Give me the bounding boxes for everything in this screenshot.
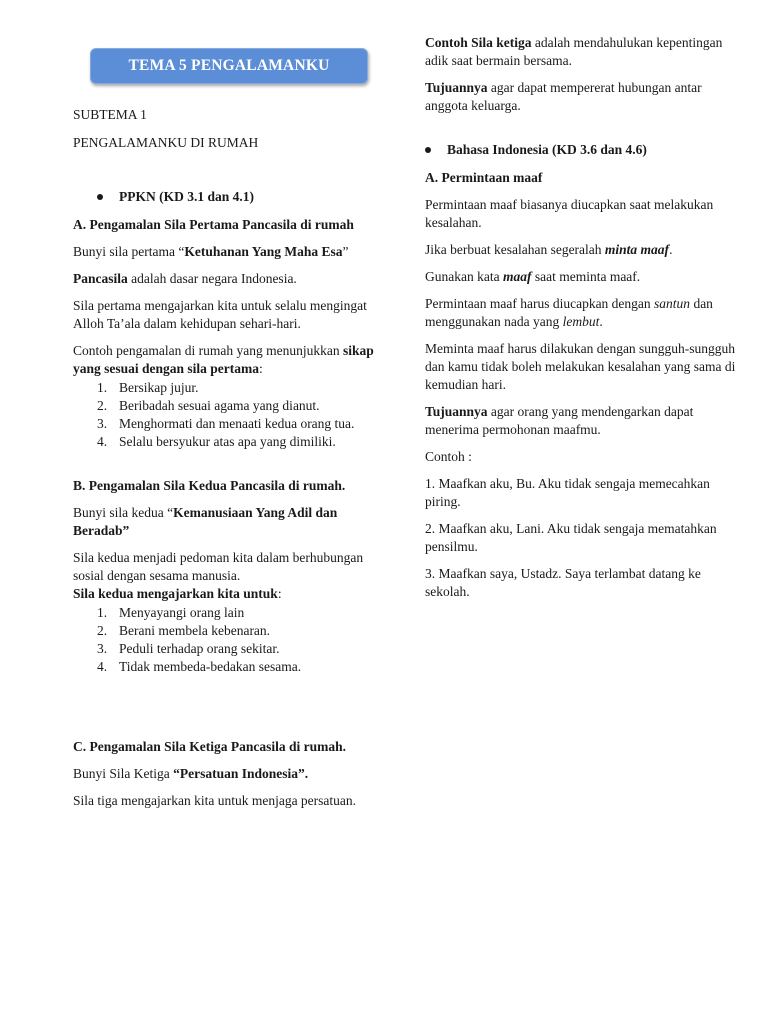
example-item: 2. Maafkan aku, Lani. Aku tidak sengaja mematahkan pensilmu.	[425, 521, 717, 554]
section-b-desc: Sila kedua menjadi pedoman kita dalam berhubungan sosial dengan sesama manusia.	[73, 550, 364, 583]
bahasa-bullet	[425, 141, 745, 159]
section-b-bunyi: Bunyi sila kedua “Kemanusiaan Yang Adil dan Beradab”	[73, 505, 338, 538]
paragraph-3: Gunakan kata maaf saat meminta maaf.	[425, 269, 641, 284]
contoh-label: Contoh :	[425, 449, 472, 464]
section-c-bunyi: Bunyi Sila Ketiga “Persatuan Indonesia”.	[73, 766, 309, 781]
ppkn-bullet	[73, 188, 385, 206]
permintaan-maaf-heading: A. Permintaan maaf	[425, 170, 543, 185]
paragraph-5: Meminta maaf harus dilakukan dengan sungguh-sungguh dan kamu tidak boleh melakukan kesalahan yang sama di kemudian hari.	[425, 341, 736, 392]
subtheme-label: SUBTEMA 1	[73, 107, 147, 122]
list-item: 2. Berani membela kebenaran.	[97, 623, 271, 638]
section-b-teach: Sila kedua mengajarkan kita untuk:	[73, 586, 282, 601]
ppkn-bullet-label: PPKN (KD 3.1 dan 4.1)	[119, 189, 254, 204]
section-c-desc: Sila tiga mengajarkan kita untuk menjaga persatuan.	[73, 793, 357, 808]
contoh-sila-ketiga: Contoh Sila ketiga adalah mendahulukan kepentingan adik saat bermain bersama.	[425, 35, 723, 68]
list-item: 1. Menyayangi orang lain	[97, 605, 245, 620]
bullet-dot-icon	[425, 147, 431, 153]
paragraph-1: Permintaan maaf biasanya diucapkan saat melakukan kesalahan.	[425, 197, 714, 230]
list-item: 3. Menghormati dan menaati kedua orang tua.	[97, 416, 355, 431]
section-b-list	[73, 604, 385, 676]
list-item: 3. Peduli terhadap orang sekitar.	[97, 641, 280, 656]
tujuan-paragraph: Tujuannya agar dapat mempererat hubungan antar anggota keluarga.	[425, 80, 702, 113]
section-a-teach: Sila pertama mengajarkan kita untuk selalu mengingat Alloh Ta’ala dalam kehidupan sehari-hari.	[73, 298, 367, 331]
section-a-heading: A. Pengamalan Sila Pertama Pancasila di rumah	[73, 217, 354, 232]
example-item: 3. Maafkan saya, Ustadz. Saya terlambat datang ke sekolah.	[425, 566, 701, 599]
paragraph-2: Jika berbuat kesalahan segeralah minta maaf.	[425, 242, 673, 257]
section-b-heading: B. Pengamalan Sila Kedua Pancasila di rumah.	[73, 478, 346, 493]
bullet-dot-icon	[97, 194, 103, 200]
ppkn-section	[73, 188, 385, 819]
theme-title: TEMA 5 PENGALAMANKU	[128, 57, 330, 74]
theme-title-banner	[90, 48, 368, 84]
list-item: 1. Bersikap jujur.	[97, 380, 199, 395]
right-column	[425, 34, 745, 610]
list-item: 2. Beribadah sesuai agama yang dianut.	[97, 398, 320, 413]
bahasa-bullet-label: Bahasa Indonesia (KD 3.6 dan 4.6)	[447, 142, 647, 157]
paragraph-4: Permintaan maaf harus diucapkan dengan santun dan menggunakan nada yang lembut.	[425, 296, 713, 329]
section-a-contoh: Contoh pengamalan di rumah yang menunjukkan sikap yang sesuai dengan sila pertama:	[73, 343, 374, 376]
section-a-bunyi: Bunyi sila pertama “Ketuhanan Yang Maha Esa”	[73, 244, 349, 259]
subtheme-title: PENGALAMANKU DI RUMAH	[73, 135, 259, 150]
section-a-pancasila: Pancasila adalah dasar negara Indonesia.	[73, 271, 297, 286]
tujuan-2-paragraph: Tujuannya agar orang yang mendengarkan dapat menerima permohonan maafmu.	[425, 404, 694, 437]
example-item: 1. Maafkan aku, Bu. Aku tidak sengaja memecahkan piring.	[425, 476, 710, 509]
list-item: 4. Tidak membeda-bedakan sesama.	[97, 659, 302, 674]
section-a-list	[73, 379, 385, 451]
list-item: 4. Selalu bersyukur atas apa yang dimiliki.	[97, 434, 336, 449]
section-c-heading: C. Pengamalan Sila Ketiga Pancasila di rumah.	[73, 739, 347, 754]
